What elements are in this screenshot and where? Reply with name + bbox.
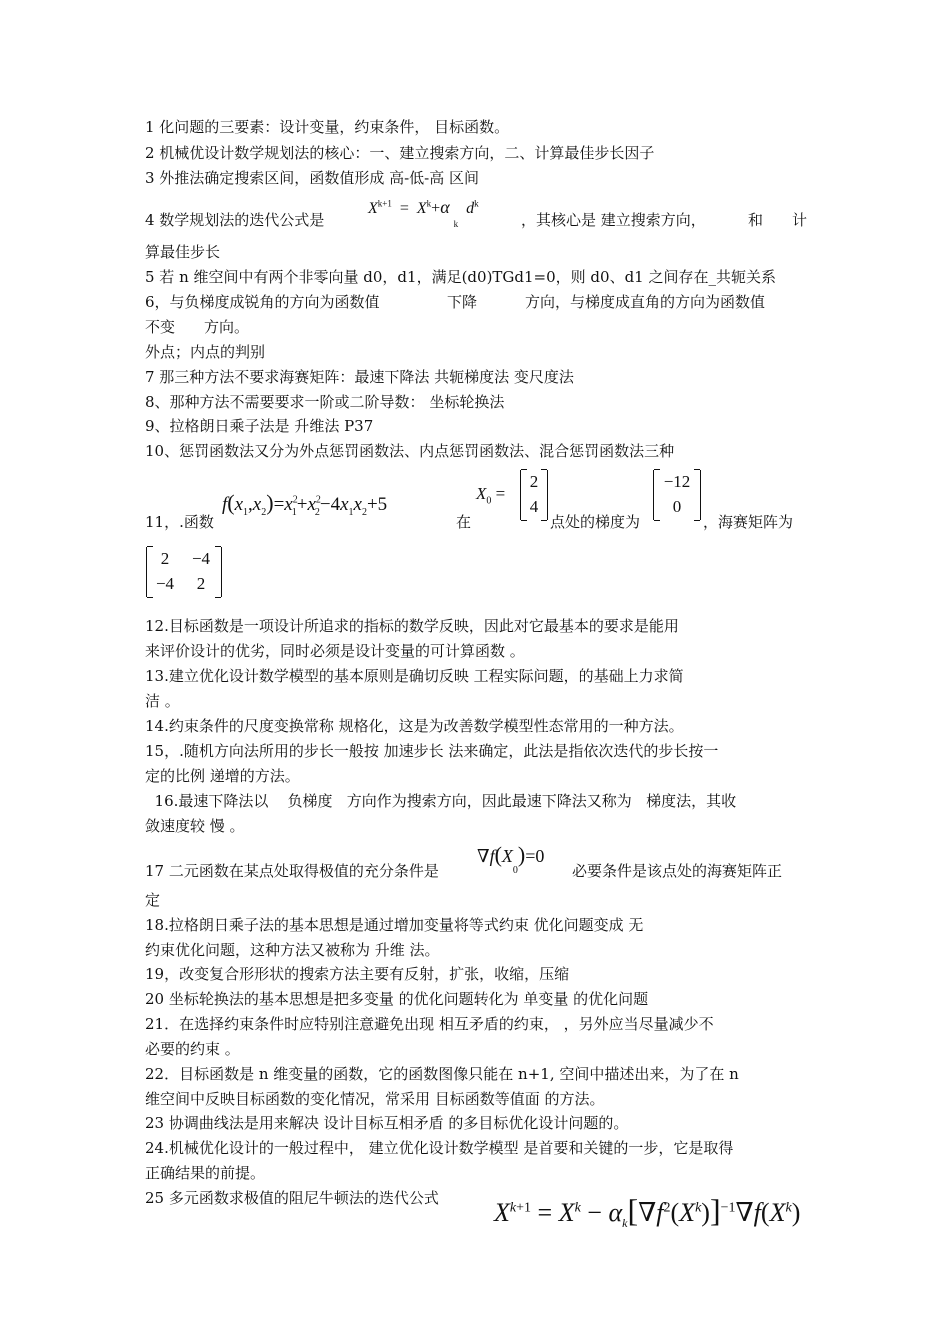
line-21a: 21．在选择约束条件时应特别注意避免出现 相互矛盾的约束， ，另外应当尽量减少不 [145,1015,714,1033]
line-5: 5 若 n 维空间中有两个非零向量 d0，d1，满足(d0)TGd1=0，则 d0、d1 之间存在_共轭关系 [145,268,776,286]
x0-entry-1: 2 [529,472,539,491]
line-8: 8、那种方法不需要要求一阶或二阶导数： 坐标轮换法 [145,393,505,411]
line-13a: 13.建立优化设计数学模型的基本原则是确切反映 工程实际问题，的基础上力求简 [145,667,684,685]
line-outer-inner: 外点；内点的判别 [145,343,266,361]
line-9: 9、拉格朗日乘子法是 升维法 P37 [145,417,374,435]
line-25: 25 多元函数求极值的阻尼牛顿法的迭代公式 [145,1189,439,1207]
line-4-calc: 计 [792,211,808,229]
line-1: 1 化问题的三要素：设计变量，约束条件， 目标函数。 [145,118,510,136]
line-24b: 正确结果的前提。 [145,1164,266,1182]
hessian-matrix [146,547,222,597]
x0-vector [520,470,548,520]
line-11-at: 在 [456,513,472,531]
gradient-vector [653,470,701,520]
line-16b: 敛速度较 慢 。 [145,817,245,835]
line-19: 19，改变复合形形状的搜索方法主要有反射，扩张，收缩，压缩 [145,965,570,983]
x0-entry-2: 4 [529,497,539,516]
line-15b: 定的比例 递增的方法。 [145,767,300,785]
line-14: 14.约束条件的尺度变换常称 规格化，这是为改善数学模型性态常用的一种方法。 [145,717,684,735]
function-formula: $f(x_1,x_2)=x^2_1+x^2_2-4x_1x_2+5$ [222,490,388,518]
hessian-11: 2 [160,549,170,568]
line-12b: 来评价设计的优劣，同时必须是设计变量的可计算函数 。 [145,642,525,660]
line-6-cont-b: 方向。 [204,318,250,336]
line-17-cont: 定 [145,891,161,909]
line-18a: 18.拉格朗日乘子法的基本思想是通过增加变量将等式约束 优化问题变成 无 [145,916,644,934]
x0-label: $X_0$ = [476,484,506,507]
line-22b: 维空间中反映目标函数的变化情况，常采用 目标函数等值面 的方法。 [145,1090,605,1108]
line-3: 3 外推法确定搜索区间，函数值形成 高-低-高 区间 [145,169,479,187]
line-7: 7 那三种方法不要求海赛矩阵：最速下降法 共轭梯度法 变尺度法 [145,368,574,386]
gradient-zero-condition: $\nabla f(X_0)=0$ [477,842,545,876]
iteration-formula: $X^{k+1} = X^k+\alpha$ $_k$ $d^k$ [368,197,479,230]
line-11-prefix: 11，.函数 [145,513,214,531]
line-4-prefix: 4 数学规划法的迭代公式是 [145,211,325,229]
line-6a: 6，与负梯度成锐角的方向为函数值 [145,293,380,311]
line-23: 23 协调曲线法是用来解决 设计目标互相矛盾 的多目标优化设计问题的。 [145,1114,629,1132]
line-4-cont: 算最佳步长 [145,243,221,261]
damped-newton-formula: $X^{k+1} = X^k - \alpha_k[\nabla f^2(X^k)]^{-1}\nabla f(X^k)$ [494,1192,801,1231]
hessian-22: 2 [196,574,206,593]
line-21b: 必要的约束 。 [145,1040,240,1058]
line-10: 10、惩罚函数法又分为外点惩罚函数法、内点惩罚函数法、混合惩罚函数法三种 [145,442,675,460]
line-6b: 下降 [447,293,478,311]
line-18b: 约束优化问题，这种方法又被称为 升维 法。 [145,941,440,959]
line-6-cont-a: 不变 [145,318,176,336]
line-4-suffix: ，其核心是 建立搜索方向， [521,211,706,229]
line-16a: 16.最速下降法以 负梯度 方向作为搜索方向，因此最速下降法又称为 梯度法，其收 [145,792,737,810]
line-11-grad: 点处的梯度为 [550,513,641,531]
line-15a: 15，.随机方向法所用的步长一般按 加速步长 法来确定，此法是指依次迭代的步长按一 [145,742,719,760]
line-2: 2 机械优设计数学规划法的核心：一、建立搜索方向，二、计算最佳步长因子 [145,144,655,162]
gradient-entry-2: 0 [672,497,682,516]
line-17-prefix: 17 二元函数在某点处取得极值的充分条件是 [145,862,439,880]
line-4-and: 和 [748,211,764,229]
line-17-suffix: 必要条件是该点处的海赛矩阵正 [572,862,783,880]
hessian-12: −4 [191,549,211,568]
line-12a: 12.目标函数是一项设计所追求的指标的数学反映，因此对它最基本的要求是能用 [145,617,679,635]
line-22a: 22．目标函数是 n 维变量的函数，它的函数图像只能在 n+1, 空间中描述出来，为了在 n [145,1065,739,1083]
gradient-entry-1: −12 [663,472,691,491]
line-13b: 洁 。 [145,692,180,710]
line-6c: 方向，与梯度成直角的方向为函数值 [525,293,766,311]
line-11-hess: ，海赛矩阵为 [703,513,794,531]
line-20: 20 坐标轮换法的基本思想是把多变量 的优化问题转化为 单变量 的优化问题 [145,990,649,1008]
hessian-21: −4 [155,574,175,593]
line-24a: 24.机械优化设计的一般过程中， 建立优化设计数学模型 是首要和关键的一步，它是取得 [145,1139,734,1157]
